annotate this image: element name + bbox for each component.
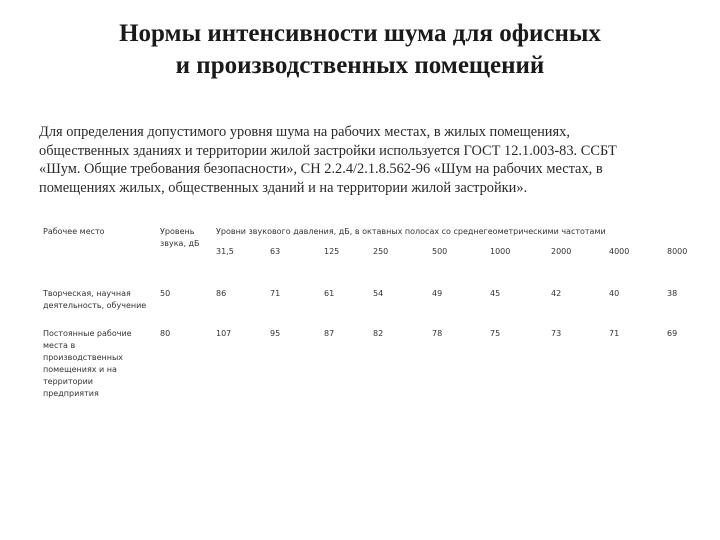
row1-workplace: Творческая, научная деятельность, обучение (43, 289, 147, 310)
row1-value: 42 (551, 289, 562, 298)
title-line-2: и производственных помещений (175, 52, 545, 79)
row2-value: 75 (490, 329, 501, 338)
page-title (40, 18, 680, 82)
row2-workplace: Постоянные рабочие места в производственных помещениях и на территории предприятия (43, 329, 132, 398)
row1-value: 71 (270, 289, 281, 298)
header-workplace: Рабочее место (43, 227, 105, 236)
row1-value: 40 (609, 289, 620, 298)
row2-value: 71 (609, 329, 620, 338)
row2-value: 107 (216, 329, 232, 338)
row2-value: 78 (432, 329, 443, 338)
freq-8000: 8000 (667, 247, 688, 256)
freq-4000: 4000 (609, 247, 630, 256)
row1-level: 50 (160, 289, 171, 298)
title-line-1: Нормы интенсивности шума для офисных (119, 20, 601, 47)
row1-value: 49 (432, 289, 443, 298)
row2-value: 95 (270, 329, 281, 338)
freq-31-5: 31,5 (216, 247, 234, 256)
intro-paragraph: Для определения допустимого уровня шума на рабочих местах, в жилых помещениях, общественных зданиях и территории жилой застройки используется ГОСТ 12.1.003-83. ССБТ «Шум. Общие требования безопасности», СН 2.2.4/2.1.8.562-96 «Шум на рабочих местах, в помещениях жилых, общественных зданий и на территории жилой застройки». (39, 124, 617, 197)
row2-value: 87 (324, 329, 335, 338)
row1-value: 86 (216, 289, 227, 298)
row2-value: 69 (667, 329, 678, 338)
freq-250: 250 (373, 247, 389, 256)
row1-value: 61 (324, 289, 335, 298)
header-level: Уровень звука, дБ (160, 227, 200, 248)
row1-value: 38 (667, 289, 678, 298)
freq-1000: 1000 (490, 247, 511, 256)
freq-63: 63 (270, 247, 281, 256)
row2-value: 73 (551, 329, 562, 338)
row2-level: 80 (160, 329, 171, 338)
header-pressure: Уровни звукового давления, дБ, в октавных полосах со среднегеометрическими частотами (216, 227, 606, 236)
row1-value: 45 (490, 289, 501, 298)
freq-2000: 2000 (551, 247, 572, 256)
freq-125: 125 (324, 247, 340, 256)
row2-value: 82 (373, 329, 384, 338)
freq-500: 500 (432, 247, 448, 256)
row1-value: 54 (373, 289, 384, 298)
